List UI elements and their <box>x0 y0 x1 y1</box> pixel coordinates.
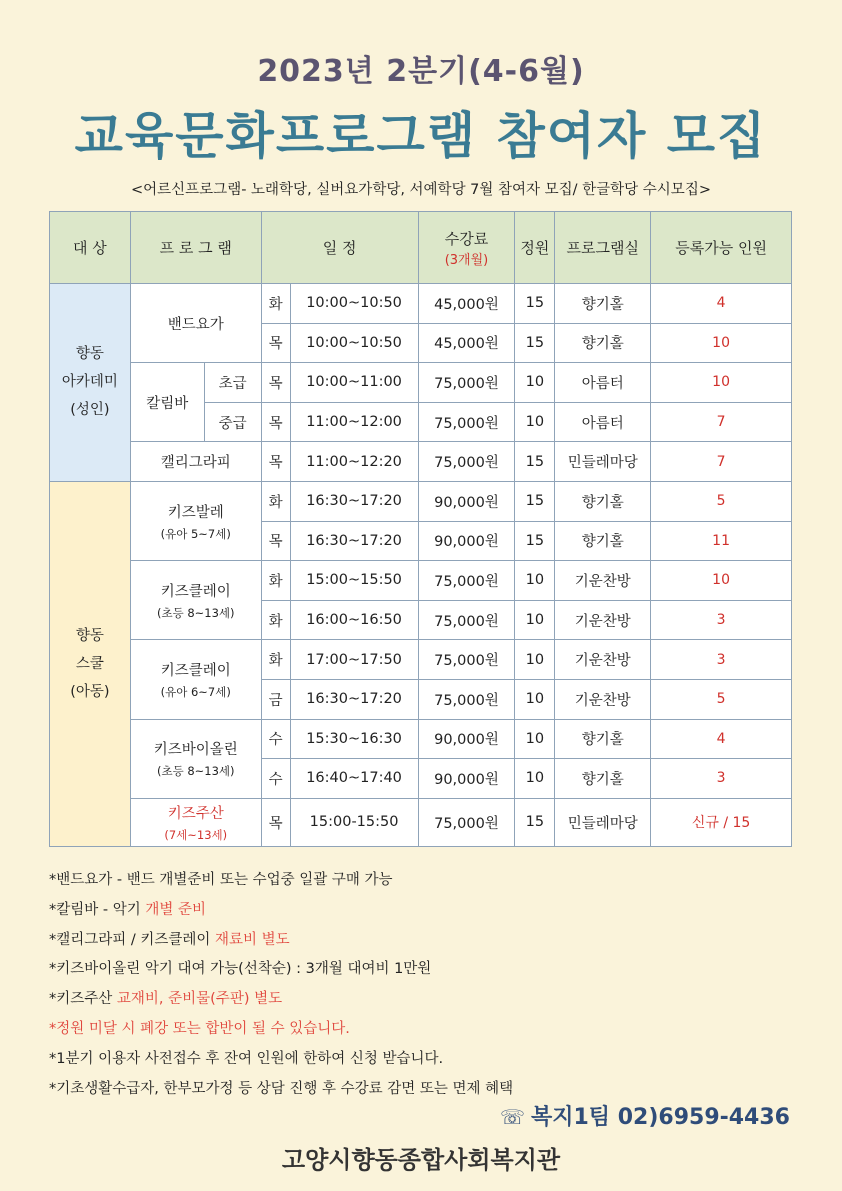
available-cell: 10 <box>651 561 792 601</box>
capacity-cell: 15 <box>515 481 555 521</box>
note-item: *정원 미달 시 폐강 또는 합반이 될 수 있습니다. <box>49 1020 350 1037</box>
capacity-cell: 10 <box>515 561 555 601</box>
capacity-cell: 15 <box>515 284 555 324</box>
phone-icon: ☏ <box>499 1105 525 1129</box>
level-beginner: 초급 <box>204 363 261 403</box>
available-cell: 3 <box>651 640 792 680</box>
capacity-cell: 10 <box>515 759 555 799</box>
available-cell: 신규 / 15 <box>651 798 792 846</box>
time-cell: 10:00~10:50 <box>290 284 418 324</box>
header-target: 대 상 <box>50 212 131 284</box>
note-item: *밴드요가 - 밴드 개별준비 또는 수업중 일괄 구매 가능 <box>49 872 393 888</box>
time-cell: 10:00~10:50 <box>290 323 418 363</box>
table-row <box>50 284 792 324</box>
available-cell: 4 <box>651 719 792 759</box>
header-fee-label: 수강료 <box>444 229 489 248</box>
day-cell: 화 <box>261 481 290 521</box>
day-cell: 금 <box>261 679 290 719</box>
room-cell: 향기홀 <box>555 323 651 363</box>
table-header-row <box>50 212 792 284</box>
day-cell: 목 <box>261 323 290 363</box>
table-row <box>50 719 792 759</box>
program-kids-clay-preschool: 키즈클레이 (유아 6~7세) <box>130 640 261 719</box>
room-cell: 기운찬방 <box>555 640 651 680</box>
program-kalimba: 칼림바 <box>130 363 204 442</box>
available-cell: 5 <box>651 679 792 719</box>
program-band-yoga: 밴드요가 <box>130 284 261 363</box>
fee-cell: 90,000원 <box>418 759 515 799</box>
time-cell: 15:30~16:30 <box>290 719 418 759</box>
room-cell: 향기홀 <box>555 719 651 759</box>
available-cell: 4 <box>651 284 792 324</box>
fee-cell: 75,000원 <box>418 679 515 719</box>
fee-cell: 75,000원 <box>418 640 515 680</box>
fee-cell: 75,000원 <box>418 442 515 482</box>
capacity-cell: 15 <box>515 521 555 561</box>
time-cell: 16:00~16:50 <box>290 600 418 640</box>
room-cell: 향기홀 <box>555 521 651 561</box>
header-program: 프 로 그 램 <box>130 212 261 284</box>
day-cell: 목 <box>261 798 290 846</box>
organization-name: 고양시향동종합사회복지관 <box>281 1146 561 1174</box>
capacity-cell: 15 <box>515 442 555 482</box>
day-cell: 수 <box>261 719 290 759</box>
program-kids-abacus: 키즈주산 (7세~13세) <box>130 798 261 846</box>
header-fee-note: (3개월) <box>444 252 489 268</box>
fee-cell: 90,000원 <box>418 481 515 521</box>
program-kids-ballet: 키즈발레 (유아 5~7세) <box>130 481 261 560</box>
day-cell: 목 <box>261 521 290 561</box>
header-schedule: 일 정 <box>261 212 418 284</box>
capacity-cell: 10 <box>515 640 555 680</box>
page-title: 교육문화프로그램 참여자 모집 <box>74 107 768 165</box>
header-available: 등록가능 인원 <box>651 212 792 284</box>
time-cell: 17:00~17:50 <box>290 640 418 680</box>
time-cell: 11:00~12:20 <box>290 442 418 482</box>
program-calligraphy: 캘리그라피 <box>130 442 261 482</box>
page-subtitle: 2023년 2분기(4-6월) <box>257 54 585 89</box>
day-cell: 목 <box>261 442 290 482</box>
program-kids-violin: 키즈바이올린 (초등 8~13세) <box>130 719 261 798</box>
level-intermediate: 중급 <box>204 402 261 442</box>
capacity-cell: 15 <box>515 798 555 846</box>
room-cell: 민들레마당 <box>555 442 651 482</box>
available-cell: 10 <box>651 323 792 363</box>
day-cell: 화 <box>261 640 290 680</box>
recruit-notice: <어르신프로그램- 노래학당, 실버요가학당, 서예학당 7월 참여자 모집/ 한글학당 수시모집> <box>131 182 711 198</box>
room-cell: 향기홀 <box>555 284 651 324</box>
time-cell: 16:40~17:40 <box>290 759 418 799</box>
contact-info <box>500 1100 790 1131</box>
table-row <box>50 363 792 403</box>
room-cell: 향기홀 <box>555 759 651 799</box>
day-cell: 목 <box>261 363 290 403</box>
fee-cell: 75,000원 <box>418 363 515 403</box>
notes-list <box>49 866 809 1104</box>
available-cell: 11 <box>651 521 792 561</box>
available-cell: 7 <box>651 442 792 482</box>
note-item: *캘리그라피 / 키즈클레이 재료비 별도 <box>49 931 290 948</box>
header-fee <box>418 212 515 284</box>
room-cell: 아름터 <box>555 402 651 442</box>
note-item: *키즈주산 교재비, 준비물(주판) 별도 <box>49 991 283 1008</box>
time-cell: 16:30~17:20 <box>290 679 418 719</box>
capacity-cell: 10 <box>515 679 555 719</box>
available-cell: 7 <box>651 402 792 442</box>
day-cell: 화 <box>261 600 290 640</box>
table-row <box>50 442 792 482</box>
day-cell: 화 <box>261 561 290 601</box>
table-row <box>50 561 792 601</box>
program-schedule-table <box>49 211 792 847</box>
fee-cell: 45,000원 <box>418 323 515 363</box>
group-adult: 향동 아카데미 (성인) <box>50 284 131 482</box>
room-cell: 기운찬방 <box>555 561 651 601</box>
capacity-cell: 10 <box>515 363 555 403</box>
time-cell: 16:30~17:20 <box>290 481 418 521</box>
time-cell: 16:30~17:20 <box>290 521 418 561</box>
table-row <box>50 798 792 846</box>
capacity-cell: 10 <box>515 402 555 442</box>
room-cell: 기운찬방 <box>555 600 651 640</box>
note-item: *키즈바이올린 악기 대여 가능(선착순) : 3개월 대여비 1만원 <box>49 961 432 978</box>
day-cell: 화 <box>261 284 290 324</box>
capacity-cell: 15 <box>515 323 555 363</box>
header-capacity: 정원 <box>515 212 555 284</box>
available-cell: 5 <box>651 481 792 521</box>
fee-cell: 45,000원 <box>418 284 515 324</box>
program-kids-clay-school: 키즈클레이 (초등 8~13세) <box>130 561 261 640</box>
fee-cell: 75,000원 <box>418 561 515 601</box>
fee-cell: 75,000원 <box>418 600 515 640</box>
room-cell: 기운찬방 <box>555 679 651 719</box>
contact-text: 복지1팀 02)6959-4436 <box>531 1105 790 1130</box>
day-cell: 목 <box>261 402 290 442</box>
time-cell: 11:00~12:00 <box>290 402 418 442</box>
time-cell: 10:00~11:00 <box>290 363 418 403</box>
room-cell: 향기홀 <box>555 481 651 521</box>
room-cell: 민들레마당 <box>555 798 651 846</box>
day-cell: 수 <box>261 759 290 799</box>
time-cell: 15:00~15:50 <box>290 561 418 601</box>
available-cell: 10 <box>651 363 792 403</box>
header-room: 프로그램실 <box>555 212 651 284</box>
fee-cell: 75,000원 <box>418 798 515 846</box>
available-cell: 3 <box>651 759 792 799</box>
time-cell: 15:00-15:50 <box>290 798 418 846</box>
group-kids: 향동 스쿨 (아동) <box>50 481 131 846</box>
table-row <box>50 640 792 680</box>
capacity-cell: 10 <box>515 600 555 640</box>
room-cell: 아름터 <box>555 363 651 403</box>
available-cell: 3 <box>651 600 792 640</box>
fee-cell: 75,000원 <box>418 402 515 442</box>
note-item: *칼림바 - 악기 개별 준비 <box>49 901 206 918</box>
capacity-cell: 10 <box>515 719 555 759</box>
table-row <box>50 481 792 521</box>
fee-cell: 90,000원 <box>418 521 515 561</box>
note-item: *기초생활수급자, 한부모가정 등 상담 진행 후 수강료 감면 또는 면제 혜택 <box>49 1080 514 1097</box>
fee-cell: 90,000원 <box>418 719 515 759</box>
note-item: *1분기 이용자 사전접수 후 잔여 인원에 한하여 신청 받습니다. <box>49 1050 444 1067</box>
